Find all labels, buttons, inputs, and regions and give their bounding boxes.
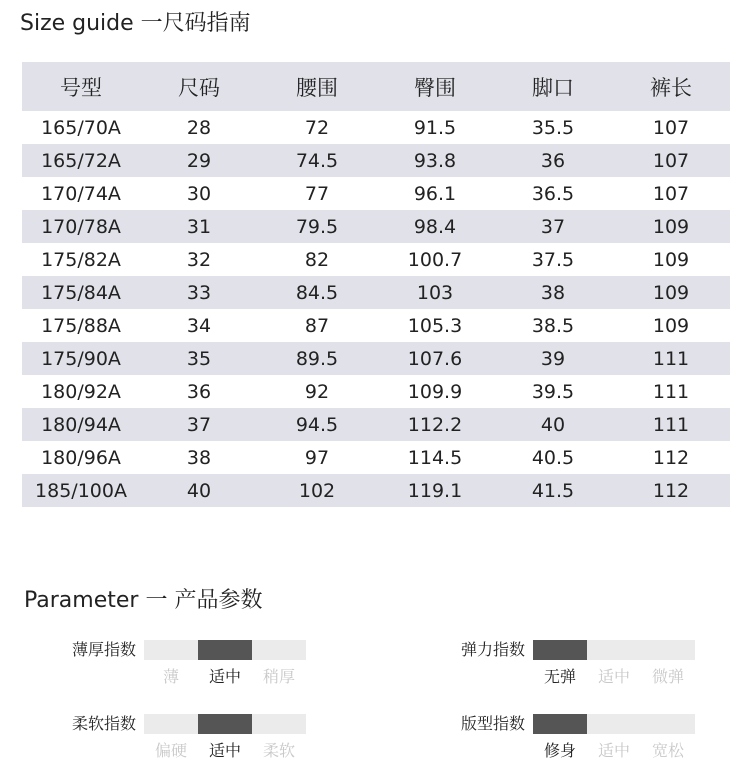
param-label: 薄厚指数 xyxy=(71,640,136,659)
param-option: 适中 xyxy=(597,667,630,686)
table-cell: 87 xyxy=(258,309,376,342)
table-cell: 72 xyxy=(258,111,376,144)
table-cell: 35 xyxy=(140,342,258,375)
table-cell: 111 xyxy=(612,408,730,441)
param-elasticity xyxy=(409,640,719,710)
table-cell: 175/84A xyxy=(22,276,140,309)
param-option: 柔软 xyxy=(262,741,295,760)
table-cell: 175/90A xyxy=(22,342,140,375)
table-header-row xyxy=(22,62,730,111)
size-guide-table xyxy=(22,62,730,507)
table-cell: 109 xyxy=(612,243,730,276)
table-row xyxy=(22,342,730,375)
param-label: 版型指数 xyxy=(460,714,525,733)
table-cell: 37.5 xyxy=(494,243,612,276)
table-cell: 94.5 xyxy=(258,408,376,441)
table-cell: 40.5 xyxy=(494,441,612,474)
param-options xyxy=(533,667,695,687)
param-thickness xyxy=(20,640,330,710)
table-cell: 109 xyxy=(612,210,730,243)
scale-segment xyxy=(252,714,306,734)
table-cell: 170/78A xyxy=(22,210,140,243)
table-cell: 185/100A xyxy=(22,474,140,507)
table-cell: 105.3 xyxy=(376,309,494,342)
table-row xyxy=(22,474,730,507)
param-softness xyxy=(20,714,330,784)
scale-segment xyxy=(198,640,252,660)
param-label: 柔软指数 xyxy=(71,714,136,733)
table-row xyxy=(22,309,730,342)
column-header: 腰围 xyxy=(258,62,376,111)
scale-segment xyxy=(587,714,641,734)
table-cell: 165/72A xyxy=(22,144,140,177)
table-row xyxy=(22,111,730,144)
table-cell: 109.9 xyxy=(376,375,494,408)
param-option: 偏硬 xyxy=(154,741,187,760)
table-cell: 39.5 xyxy=(494,375,612,408)
table-cell: 38 xyxy=(494,276,612,309)
table-row xyxy=(22,276,730,309)
table-cell: 77 xyxy=(258,177,376,210)
param-scale-bar xyxy=(533,714,695,734)
table-cell: 97 xyxy=(258,441,376,474)
scale-segment xyxy=(252,640,306,660)
param-option: 适中 xyxy=(208,667,241,686)
param-scale-bar xyxy=(533,640,695,660)
param-option: 修身 xyxy=(543,741,576,760)
table-cell: 79.5 xyxy=(258,210,376,243)
scale-segment xyxy=(533,640,587,660)
param-options xyxy=(533,741,695,761)
table-cell: 119.1 xyxy=(376,474,494,507)
table-cell: 100.7 xyxy=(376,243,494,276)
table-cell: 175/82A xyxy=(22,243,140,276)
table-cell: 91.5 xyxy=(376,111,494,144)
table-cell: 107 xyxy=(612,111,730,144)
param-option: 宽松 xyxy=(651,741,684,760)
table-cell: 38.5 xyxy=(494,309,612,342)
table-cell: 170/74A xyxy=(22,177,140,210)
table-cell: 89.5 xyxy=(258,342,376,375)
table-cell: 40 xyxy=(140,474,258,507)
column-header: 脚口 xyxy=(494,62,612,111)
table-cell: 165/70A xyxy=(22,111,140,144)
table-cell: 34 xyxy=(140,309,258,342)
table-cell: 111 xyxy=(612,375,730,408)
table-cell: 112 xyxy=(612,474,730,507)
column-header: 臀围 xyxy=(376,62,494,111)
table-cell: 28 xyxy=(140,111,258,144)
table-cell: 40 xyxy=(494,408,612,441)
table-cell: 96.1 xyxy=(376,177,494,210)
table-cell: 82 xyxy=(258,243,376,276)
param-fit xyxy=(409,714,719,784)
param-option: 稍厚 xyxy=(262,667,295,686)
table-cell: 93.8 xyxy=(376,144,494,177)
table-cell: 36.5 xyxy=(494,177,612,210)
table-row xyxy=(22,144,730,177)
table-cell: 102 xyxy=(258,474,376,507)
scale-segment xyxy=(533,714,587,734)
table-cell: 29 xyxy=(140,144,258,177)
table-cell: 180/94A xyxy=(22,408,140,441)
table-cell: 36 xyxy=(140,375,258,408)
column-header: 号型 xyxy=(22,62,140,111)
scale-segment xyxy=(641,714,695,734)
table-cell: 33 xyxy=(140,276,258,309)
size-guide-title: Size guide 一尺码指南 xyxy=(20,11,251,36)
table-cell: 107 xyxy=(612,144,730,177)
param-options xyxy=(144,741,306,761)
table-cell: 74.5 xyxy=(258,144,376,177)
table-cell: 38 xyxy=(140,441,258,474)
table-cell: 180/96A xyxy=(22,441,140,474)
table-cell: 109 xyxy=(612,276,730,309)
table-cell: 84.5 xyxy=(258,276,376,309)
table-cell: 41.5 xyxy=(494,474,612,507)
param-scale-bar xyxy=(144,640,306,660)
param-options xyxy=(144,667,306,687)
table-cell: 30 xyxy=(140,177,258,210)
table-cell: 39 xyxy=(494,342,612,375)
table-cell: 31 xyxy=(140,210,258,243)
table-row xyxy=(22,375,730,408)
table-cell: 109 xyxy=(612,309,730,342)
param-scale-bar xyxy=(144,714,306,734)
param-option: 适中 xyxy=(597,741,630,760)
scale-segment xyxy=(144,714,198,734)
param-option: 薄 xyxy=(162,667,179,686)
table-row xyxy=(22,243,730,276)
table-cell: 35.5 xyxy=(494,111,612,144)
column-header: 裤长 xyxy=(612,62,730,111)
table-row xyxy=(22,441,730,474)
table-cell: 175/88A xyxy=(22,309,140,342)
table-cell: 36 xyxy=(494,144,612,177)
table-row xyxy=(22,177,730,210)
table-cell: 107 xyxy=(612,177,730,210)
table-row xyxy=(22,210,730,243)
table-cell: 112 xyxy=(612,441,730,474)
table-cell: 103 xyxy=(376,276,494,309)
table-cell: 107.6 xyxy=(376,342,494,375)
param-label: 弹力指数 xyxy=(460,640,525,659)
table-cell: 32 xyxy=(140,243,258,276)
table-cell: 37 xyxy=(140,408,258,441)
scale-segment xyxy=(198,714,252,734)
table-row xyxy=(22,408,730,441)
param-option: 适中 xyxy=(208,741,241,760)
table-cell: 114.5 xyxy=(376,441,494,474)
table-cell: 98.4 xyxy=(376,210,494,243)
column-header: 尺码 xyxy=(140,62,258,111)
scale-segment xyxy=(144,640,198,660)
scale-segment xyxy=(641,640,695,660)
parameter-title: Parameter 一 产品参数 xyxy=(24,588,263,613)
table-cell: 37 xyxy=(494,210,612,243)
table-cell: 180/92A xyxy=(22,375,140,408)
table-cell: 92 xyxy=(258,375,376,408)
table-cell: 111 xyxy=(612,342,730,375)
scale-segment xyxy=(587,640,641,660)
table-cell: 112.2 xyxy=(376,408,494,441)
param-option: 无弹 xyxy=(543,667,576,686)
param-option: 微弹 xyxy=(651,667,684,686)
